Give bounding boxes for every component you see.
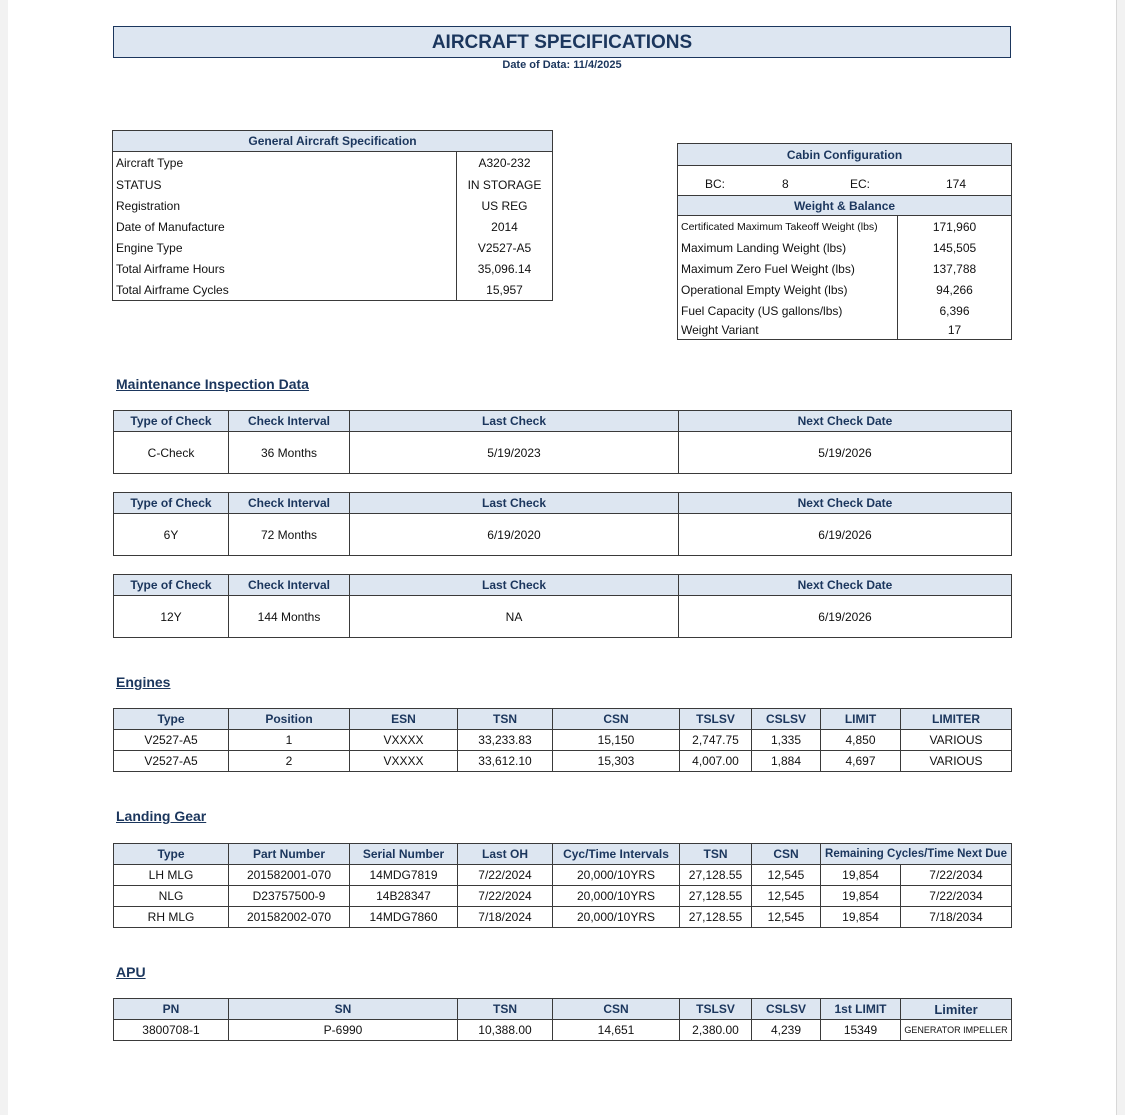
gear-intervals: 20,000/10YRS xyxy=(553,886,680,907)
next-check-date: 5/19/2026 xyxy=(679,432,1012,474)
gear-part-number: 201582002-070 xyxy=(229,907,350,928)
gear-remaining-cycles: 19,854 xyxy=(821,907,901,928)
engine-cslsv: 1,884 xyxy=(752,751,821,772)
engine-tslsv: 4,007.00 xyxy=(680,751,752,772)
apu-tsn: 10,388.00 xyxy=(458,1020,553,1041)
spec-label: Registration xyxy=(113,196,457,217)
table-row xyxy=(114,730,1012,751)
wb-value: 171,960 xyxy=(898,216,1012,238)
engine-type: V2527-A5 xyxy=(114,730,229,751)
apu-sn: P-6990 xyxy=(229,1020,458,1041)
spec-value: IN STORAGE xyxy=(457,175,553,196)
maintenance-check-table-12y xyxy=(113,574,1012,638)
spec-value: 15,957 xyxy=(457,280,553,301)
next-check-date: 6/19/2026 xyxy=(679,596,1012,638)
gear-csn: 12,545 xyxy=(752,886,821,907)
apu-tslsv: 2,380.00 xyxy=(680,1020,752,1041)
header-cyc-time-intervals: Cyc/Time Intervals xyxy=(553,844,680,865)
wb-label: Certificated Maximum Takeoff Weight (lbs) xyxy=(678,216,898,238)
apu-heading: APU xyxy=(116,964,146,980)
apu-csn: 14,651 xyxy=(553,1020,680,1041)
spec-label: Total Airframe Cycles xyxy=(113,280,457,301)
engine-position: 1 xyxy=(229,730,350,751)
gear-type: RH MLG xyxy=(114,907,229,928)
engines-heading: Engines xyxy=(116,674,171,690)
engines-table xyxy=(113,708,1012,772)
header-cslsv: CSLSV xyxy=(752,709,821,730)
header-limiter: Limiter xyxy=(901,999,1012,1020)
engine-cslsv: 1,335 xyxy=(752,730,821,751)
header-cslsv: CSLSV xyxy=(752,999,821,1020)
wb-value: 17 xyxy=(898,321,1012,340)
landing-gear-heading: Landing Gear xyxy=(116,808,207,824)
spec-label: Aircraft Type xyxy=(113,152,457,175)
cabin-config-header: Cabin Configuration xyxy=(678,144,1012,166)
header-next-check-date: Next Check Date xyxy=(679,411,1012,432)
date-of-data: Date of Data: 11/4/2025 xyxy=(502,59,622,71)
header-csn: CSN xyxy=(553,999,680,1020)
header-next-check-date: Next Check Date xyxy=(679,493,1012,514)
gear-last-oh: 7/22/2024 xyxy=(458,865,553,886)
table-row xyxy=(114,907,1012,928)
last-check: NA xyxy=(350,596,679,638)
gear-last-oh: 7/18/2024 xyxy=(458,907,553,928)
header-1st-limit: 1st LIMIT xyxy=(821,999,901,1020)
bc-label: BC: xyxy=(705,177,726,191)
maintenance-heading: Maintenance Inspection Data xyxy=(116,376,309,392)
gear-csn: 12,545 xyxy=(752,907,821,928)
table-row xyxy=(114,886,1012,907)
maintenance-check-table-ccheck xyxy=(113,410,1012,474)
header-csn: CSN xyxy=(752,844,821,865)
gear-next-due: 7/18/2034 xyxy=(901,907,1012,928)
engine-csn: 15,150 xyxy=(553,730,680,751)
gear-next-due: 7/22/2034 xyxy=(901,865,1012,886)
spec-label: Date of Manufacture xyxy=(113,217,457,238)
engine-tsn: 33,612.10 xyxy=(458,751,553,772)
gear-tsn: 27,128.55 xyxy=(680,886,752,907)
engine-limit: 4,850 xyxy=(821,730,901,751)
header-tsn: TSN xyxy=(680,844,752,865)
gear-part-number: D23757500-9 xyxy=(229,886,350,907)
gear-intervals: 20,000/10YRS xyxy=(553,865,680,886)
wb-value: 94,266 xyxy=(898,280,1012,301)
engine-limit: 4,697 xyxy=(821,751,901,772)
header-next-check-date: Next Check Date xyxy=(679,575,1012,596)
engine-tslsv: 2,747.75 xyxy=(680,730,752,751)
check-type: C-Check xyxy=(114,432,229,474)
gear-remaining-cycles: 19,854 xyxy=(821,886,901,907)
engine-csn: 15,303 xyxy=(553,751,680,772)
apu-1st-limit: 15349 xyxy=(821,1020,901,1041)
engine-limiter: VARIOUS xyxy=(901,730,1012,751)
header-sn: SN xyxy=(229,999,458,1020)
header-limit: LIMIT xyxy=(821,709,901,730)
header-last-check: Last Check xyxy=(350,493,679,514)
header-tsn: TSN xyxy=(458,709,553,730)
header-tslsv: TSLSV xyxy=(680,709,752,730)
apu-cslsv: 4,239 xyxy=(752,1020,821,1041)
gear-intervals: 20,000/10YRS xyxy=(553,907,680,928)
header-serial-number: Serial Number xyxy=(350,844,458,865)
header-type: Type xyxy=(114,709,229,730)
apu-table xyxy=(113,998,1012,1041)
gear-csn: 12,545 xyxy=(752,865,821,886)
spec-value: US REG xyxy=(457,196,553,217)
header-last-check: Last Check xyxy=(350,411,679,432)
gear-tsn: 27,128.55 xyxy=(680,907,752,928)
general-spec-table xyxy=(112,130,553,301)
header-last-oh: Last OH xyxy=(458,844,553,865)
cabin-weight-table xyxy=(677,143,1012,340)
gear-serial-number: 14B28347 xyxy=(350,886,458,907)
header-tsn: TSN xyxy=(458,999,553,1020)
table-row xyxy=(114,1020,1012,1041)
gear-next-due: 7/22/2034 xyxy=(901,886,1012,907)
wb-value: 6,396 xyxy=(898,301,1012,321)
gear-type: LH MLG xyxy=(114,865,229,886)
gear-tsn: 27,128.55 xyxy=(680,865,752,886)
header-type: Type xyxy=(114,844,229,865)
maintenance-check-table-6y xyxy=(113,492,1012,556)
bc-value: 8 xyxy=(782,177,789,191)
cabin-config-row xyxy=(678,166,1012,196)
header-type-of-check: Type of Check xyxy=(114,411,229,432)
header-tslsv: TSLSV xyxy=(680,999,752,1020)
check-interval: 36 Months xyxy=(229,432,350,474)
header-part-number: Part Number xyxy=(229,844,350,865)
gear-remaining-cycles: 19,854 xyxy=(821,865,901,886)
wb-label: Weight Variant xyxy=(678,321,898,340)
header-remaining: Remaining Cycles/Time Next Due xyxy=(821,844,1012,865)
header-type-of-check: Type of Check xyxy=(114,575,229,596)
spec-value: 2014 xyxy=(457,217,553,238)
header-type-of-check: Type of Check xyxy=(114,493,229,514)
gear-serial-number: 14MDG7860 xyxy=(350,907,458,928)
wb-label: Operational Empty Weight (lbs) xyxy=(678,280,898,301)
engine-tsn: 33,233.83 xyxy=(458,730,553,751)
last-check: 5/19/2023 xyxy=(350,432,679,474)
check-interval: 144 Months xyxy=(229,596,350,638)
document-title: AIRCRAFT SPECIFICATIONS xyxy=(113,26,1011,58)
general-spec-header: General Aircraft Specification xyxy=(113,131,553,152)
spec-label: STATUS xyxy=(113,175,457,196)
engine-esn: VXXXX xyxy=(350,730,458,751)
header-check-interval: Check Interval xyxy=(229,493,350,514)
last-check: 6/19/2020 xyxy=(350,514,679,556)
spec-value: A320-232 xyxy=(457,152,553,175)
spec-value: V2527-A5 xyxy=(457,238,553,259)
wb-value: 137,788 xyxy=(898,259,1012,280)
apu-pn: 3800708-1 xyxy=(114,1020,229,1041)
header-pn: PN xyxy=(114,999,229,1020)
apu-limiter: GENERATOR IMPELLER xyxy=(901,1020,1012,1041)
ec-label: EC: xyxy=(850,177,871,191)
check-interval: 72 Months xyxy=(229,514,350,556)
header-check-interval: Check Interval xyxy=(229,411,350,432)
check-type: 12Y xyxy=(114,596,229,638)
header-esn: ESN xyxy=(350,709,458,730)
weight-balance-header: Weight & Balance xyxy=(678,196,1012,216)
wb-value: 145,505 xyxy=(898,238,1012,259)
ec-value: 174 xyxy=(946,177,967,191)
table-row xyxy=(114,865,1012,886)
engine-limiter: VARIOUS xyxy=(901,751,1012,772)
engine-position: 2 xyxy=(229,751,350,772)
spec-label: Total Airframe Hours xyxy=(113,259,457,280)
wb-label: Fuel Capacity (US gallons/lbs) xyxy=(678,301,898,321)
header-csn: CSN xyxy=(553,709,680,730)
spec-label: Engine Type xyxy=(113,238,457,259)
spec-value: 35,096.14 xyxy=(457,259,553,280)
wb-label: Maximum Zero Fuel Weight (lbs) xyxy=(678,259,898,280)
gear-type: NLG xyxy=(114,886,229,907)
landing-gear-table xyxy=(113,843,1012,928)
gear-serial-number: 14MDG7819 xyxy=(350,865,458,886)
table-row xyxy=(114,751,1012,772)
header-last-check: Last Check xyxy=(350,575,679,596)
wb-label: Maximum Landing Weight (lbs) xyxy=(678,238,898,259)
engine-type: V2527-A5 xyxy=(114,751,229,772)
next-check-date: 6/19/2026 xyxy=(679,514,1012,556)
gear-last-oh: 7/22/2024 xyxy=(458,886,553,907)
header-check-interval: Check Interval xyxy=(229,575,350,596)
header-limiter: LIMITER xyxy=(901,709,1012,730)
engine-esn: VXXXX xyxy=(350,751,458,772)
header-position: Position xyxy=(229,709,350,730)
check-type: 6Y xyxy=(114,514,229,556)
gear-part-number: 201582001-070 xyxy=(229,865,350,886)
